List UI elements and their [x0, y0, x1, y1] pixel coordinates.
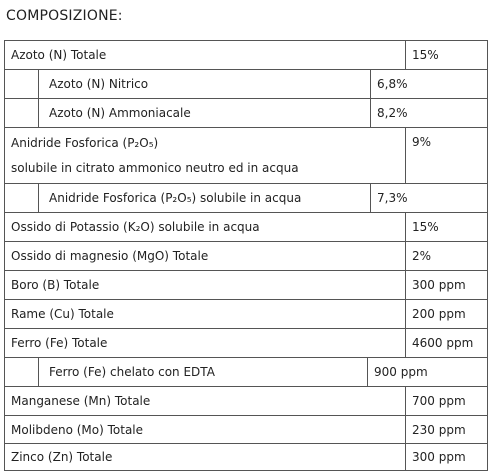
row-label: Azoto (N) Nitrico: [38, 70, 370, 98]
row-value: 700 ppm: [405, 387, 487, 415]
row-label: Anidride Fosforica (P₂O₅) solubile in acqua: [38, 184, 370, 212]
row-label: Manganese (Mn) Totale: [11, 394, 151, 408]
row-label: Zinco (Zn) Totale: [11, 450, 113, 464]
table-row: [5, 416, 487, 444]
row-value: 15%: [405, 213, 487, 241]
row-label-line1: Anidride Fosforica (P₂O₅): [11, 135, 159, 150]
table-row: [5, 242, 487, 271]
row-label: Azoto (N) Totale: [11, 48, 107, 62]
row-label: [5, 128, 405, 183]
row-label: Boro (B) Totale: [11, 278, 100, 292]
row-value: 6,8%: [370, 70, 487, 98]
row-label: Molibdeno (Mo) Totale: [11, 422, 144, 437]
row-value: 300 ppm: [405, 271, 487, 299]
table-row: [5, 41, 487, 70]
composition-table: [4, 40, 488, 471]
row-value: 200 ppm: [405, 300, 487, 328]
indent-cell: [5, 70, 38, 98]
indent-cell: [5, 358, 38, 386]
table-row: [5, 213, 487, 242]
row-value: 4600 ppm: [405, 329, 487, 357]
table-row: [5, 184, 487, 213]
indent-cell: [5, 184, 38, 212]
row-value: 230 ppm: [405, 416, 487, 443]
table-row: [5, 300, 487, 329]
table-row: [5, 128, 487, 184]
row-label: Rame (Cu) Totale: [11, 307, 114, 321]
row-label: Ferro (Fe) chelato con EDTA: [38, 358, 367, 386]
row-value: 900 ppm: [367, 358, 487, 386]
row-label-line2: solubile in citrato ammonico neutro ed in acqua: [11, 161, 299, 176]
row-value: 15%: [405, 41, 487, 69]
table-row: [5, 387, 487, 416]
row-value: 7,3%: [370, 184, 487, 212]
row-label: Ossido di Potassio (K₂O) solubile in acqua: [11, 220, 260, 234]
row-label: Ossido di magnesio (MgO) Totale: [11, 249, 209, 263]
row-label: Azoto (N) Ammoniacale: [38, 99, 370, 127]
table-row: [5, 329, 487, 358]
indent-cell: [5, 99, 38, 127]
table-row: [5, 444, 487, 470]
table-row: [5, 99, 487, 128]
table-row: [5, 271, 487, 300]
row-value: 300 ppm: [405, 444, 487, 470]
table-row: [5, 358, 487, 387]
row-value: 9%: [405, 128, 487, 183]
composition-title: COMPOSIZIONE:: [6, 8, 123, 24]
row-label: Ferro (Fe) Totale: [11, 336, 108, 350]
table-row: [5, 70, 487, 99]
row-value: 2%: [405, 242, 487, 270]
row-value: 8,2%: [370, 99, 487, 127]
